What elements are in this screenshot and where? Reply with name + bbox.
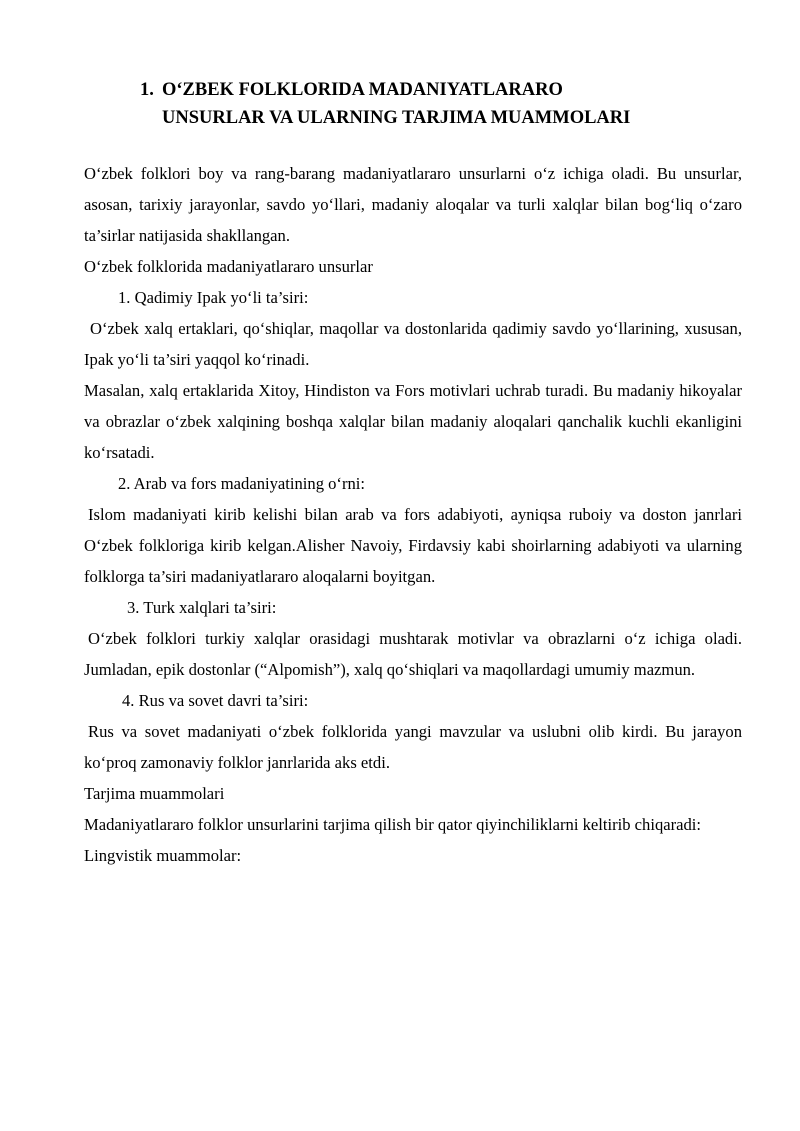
paragraph-russian-soviet: Rus va sovet madaniyati o‘zbek folklorida yangi mavzular va uslubni olib kirdi. Bu jarayon ko‘proq zamonaviy folklor janrlarida aks etdi. <box>84 722 742 772</box>
paragraph-intro: O‘zbek folklori boy va rang-barang madaniyatlararo unsurlarni o‘z ichiga oladi. Bu unsurlar, asosan, tarixiy jarayonlar, savdo yo‘llari, madaniy aloqalar va turli xalqlar bilan bog‘liq o‘zaro ta’sirlar natijasida shakllangan. <box>84 164 742 245</box>
paragraph-translation: Madaniyatlararo folklor unsurlarini tarjima qilish bir qator qiyinchiliklarni keltirib chiqaradi: <box>84 815 702 834</box>
list-item-arab-persian: 2. Arab va fors madaniyatining o‘rni: <box>118 474 366 493</box>
document-body <box>84 158 742 871</box>
section-heading <box>140 76 740 132</box>
heading-line-2: UNSURLAR VA ULARNING TARJIMA MUAMMOLARI <box>162 108 631 128</box>
paragraph-arab-persian: Islom madaniyati kirib kelishi bilan arab va fors adabiyoti, ayniqsa ruboiy va doston janrlari O‘zbek folkloriga kirib kelgan.Alisher Navoiy, Firdavsiy kabi shoirlarning adabiyoti va ularning folklorga ta’siri madaniyatlararo aloqalarni boyitgan. <box>84 505 742 586</box>
subheading-linguistic-problems: Lingvistik muammolar: <box>84 846 242 865</box>
subheading-cultural-elements: O‘zbek folklorida madaniyatlararo unsurlar <box>84 257 373 276</box>
paragraph-turkic: O‘zbek folklori turkiy xalqlar orasidagi mushtarak motivlar va obrazlarni o‘z ichiga oladi. Jumladan, epik dostonlar (“Alpomish”), xalq qo‘shiqlari va maqollardagi umumiy mazmun. <box>84 629 742 679</box>
heading-line-1: O‘ZBEK FOLKLORIDA MADANIYATLARARO <box>162 80 563 100</box>
subheading-translation-problems: Tarjima muammolari <box>84 784 225 803</box>
section-number: 1. <box>140 80 154 100</box>
list-item-turkic: 3. Turk xalqlari ta’siri: <box>127 598 277 617</box>
list-item-russian-soviet: 4. Rus va sovet davri ta’siri: <box>122 691 309 710</box>
list-item-silk-road: 1. Qadimiy Ipak yo‘li ta’siri: <box>118 288 309 307</box>
paragraph-silk-road: O‘zbek xalq ertaklari, qo‘shiqlar, maqollar va dostonlarida qadimiy savdo yo‘llarining, xususan, Ipak yo‘li ta’siri yaqqol ko‘rinadi. <box>84 319 742 369</box>
paragraph-example: Masalan, xalq ertaklarida Xitoy, Hindiston va Fors motivlari uchrab turadi. Bu madaniy hikoyalar va obrazlar o‘zbek xalqining boshqa xalqlar bilan madaniy aloqalari qanchalik kuchli ekanligini ko‘rsatadi. <box>84 381 742 462</box>
